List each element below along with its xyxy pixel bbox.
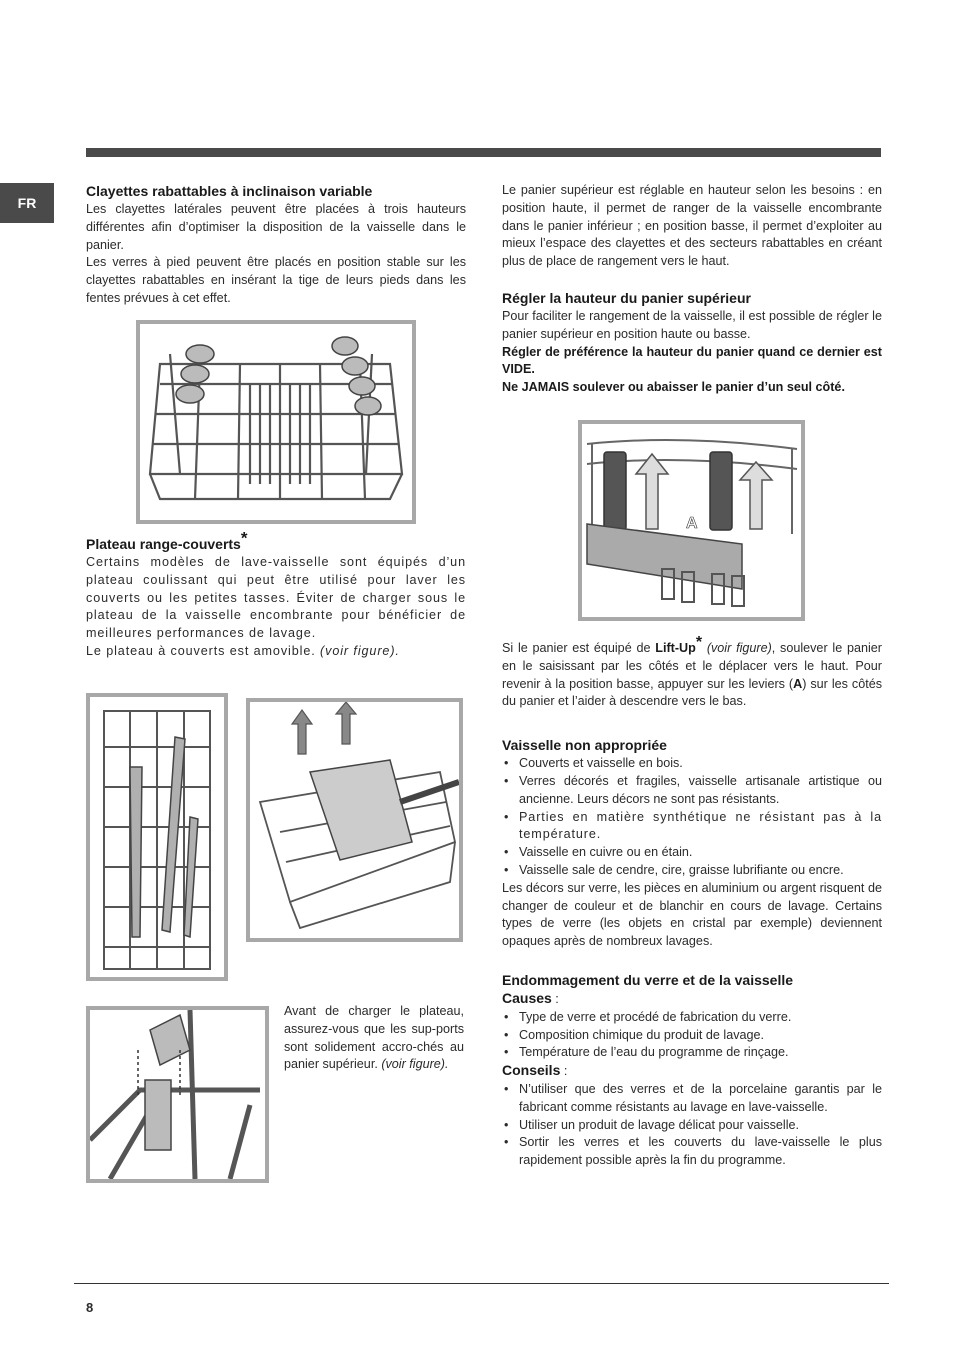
liftup-pre: Si le panier est équipé de: [502, 641, 656, 655]
list-item: • Vaisselle en cuivre ou en étain.: [502, 844, 882, 862]
language-tab: FR: [0, 183, 54, 223]
figure-tray-removal: [246, 698, 463, 942]
list-item: • Parties en matière synthétique ne résistant pas à la température.: [502, 809, 882, 845]
plateau-title: [86, 528, 466, 554]
basket-racks-illustration: [140, 324, 412, 520]
list-item: • Température de l’eau du programme de rinçage.: [502, 1044, 882, 1062]
figure-tray-supports: [86, 1006, 269, 1183]
plateau-see-figure: (voir figure).: [320, 643, 400, 658]
right-column-bottom: [502, 633, 882, 1170]
tray-supports-illustration: [90, 1010, 265, 1179]
plateau-paragraph-2-text: Le plateau à couverts est amovible.: [86, 643, 321, 658]
vaisselle-list: [502, 755, 882, 880]
conseils-heading: [502, 1062, 882, 1081]
regler-warning-one-side: Ne JAMAIS soulever ou abaisser le panier d’un seul côté.: [502, 380, 845, 395]
endommagement-title: Endommagement du verre et de la vaisselle: [502, 971, 794, 988]
list-item: • Sortir les verres et les couverts du lave-vaisselle le plus rapidement possible après la fin du programme.: [502, 1134, 882, 1170]
figure-lift-up: [578, 420, 805, 621]
liftup-lever: A: [793, 676, 803, 691]
clayettes-paragraph-1: Les clayettes latérales peuvent être placées à trois hauteurs différentes afin d’optimiser la disposition de la vaisselle dans le panier.: [86, 202, 466, 252]
list-item: • Composition chimique du produit de lavage.: [502, 1027, 882, 1045]
plateau-asterisk: *: [240, 528, 248, 548]
page-number: 8: [86, 1300, 94, 1315]
left-column: [86, 182, 466, 308]
plateau-paragraph-2: [86, 643, 466, 661]
regler-title: Régler la hauteur du panier supérieur: [502, 289, 751, 306]
causes-label: Causes: [502, 989, 552, 1006]
liftup-post: ) sur les côtés du panier et l’aider à descendre vers le bas.: [502, 676, 882, 709]
lift-up-illustration: [582, 424, 801, 617]
clayettes-paragraph-2: Les verres à pied peuvent être placés en position stable sur les clayettes rabattables en insérant la tige de leurs pieds dans les fentes prévues à cet effet.: [86, 255, 466, 305]
cutlery-tray-illustration: [90, 697, 224, 977]
supports-note-paragraph: [284, 1003, 464, 1074]
tray-removal-illustration: [250, 702, 459, 938]
conseils-colon: :: [560, 1064, 568, 1079]
list-item: • Verres décorés et fragiles, vaisselle artisanale artistique ou ancienne. Leurs décors ne sont pas résistants.: [502, 773, 882, 809]
vaisselle-title: Vaisselle non appropriée: [502, 737, 667, 754]
causes-heading: [502, 990, 882, 1009]
liftup-name: Lift-Up: [655, 641, 696, 655]
conseils-label: Conseils: [502, 1062, 561, 1079]
plateau-section: [86, 528, 466, 661]
supports-note-text: Avant de charger le plateau, assurez-vous que les sup-ports sont solidement accro-chés au panier supérieur.: [284, 1004, 464, 1072]
regler-paragraph: Pour faciliter le rangement de la vaisselle, il est possible de régler le panier supérieur en position haute ou basse.: [502, 308, 882, 341]
conseils-list: [502, 1081, 882, 1170]
figure-foldable-racks: [136, 320, 416, 524]
list-item: • Type de verre et procédé de fabrication du verre.: [502, 1009, 882, 1027]
lever-label: A: [686, 515, 698, 532]
causes-list: [502, 1009, 882, 1062]
plateau-title-text: Plateau range-couverts: [86, 536, 241, 552]
right-column-top: [502, 182, 882, 397]
liftup-asterisk: *: [695, 633, 703, 651]
supports-note: [284, 1003, 464, 1074]
upper-basket-intro: Le panier supérieur est réglable en hauteur selon les besoins : en position haute, il permet de ranger de la vaisselle encombrante dans le panier inférieur ; en position basse, il permet d’exploiter au mieux l’espace des clayettes et des secteurs rabattables en créant plus de place de rangement vers le haut.: [502, 183, 882, 269]
list-item: • N’utiliser que des verres et de la porcelaine garantis par le fabricant comme résistants au lavage en lave-vaisselle.: [502, 1081, 882, 1117]
regler-warning-empty: Régler de préférence la hauteur du panier quand ce dernier est VIDE.: [502, 344, 882, 377]
vaisselle-paragraph: Les décors sur verre, les pièces en aluminium ou argent risquent de changer de couleur et de blanchir en cours de lavage. Certains types de verre (les objets en cristal par exemple) deviennent opaques après de nombreux lavages.: [502, 880, 882, 949]
list-item: • Couverts et vaisselle en bois.: [502, 755, 882, 773]
plateau-paragraph-1: Certains modèles de lave-vaisselle sont équipés d’un plateau coulissant qui peut être utilisé pour laver les couverts ou les petites tasses. Éviter de charger sous le plateau de la vaisselle encombrante pour bénéficier de meilleures performances de lavage.: [86, 555, 466, 641]
supports-note-see-figure: (voir figure).: [381, 1057, 449, 1072]
liftup-mid: , soulever le panier en le saisissant par les côtés et le déplacer vers le haut. Pour revenir à la position basse, appuyer sur les leviers (: [502, 641, 882, 691]
list-item: • Vaisselle sale de cendre, cire, graisse lubrifiante ou encre.: [502, 862, 882, 880]
list-item: • Utiliser un produit de lavage délicat pour vaisselle.: [502, 1117, 882, 1135]
top-rule: [86, 148, 881, 157]
causes-colon: :: [551, 991, 559, 1006]
liftup-paragraph: [502, 633, 882, 711]
footer-rule: [74, 1283, 889, 1284]
clayettes-title: Clayettes rabattables à inclinaison variable: [86, 183, 373, 199]
liftup-see-figure: (voir figure): [702, 641, 772, 655]
figure-cutlery-tray: [86, 693, 228, 981]
